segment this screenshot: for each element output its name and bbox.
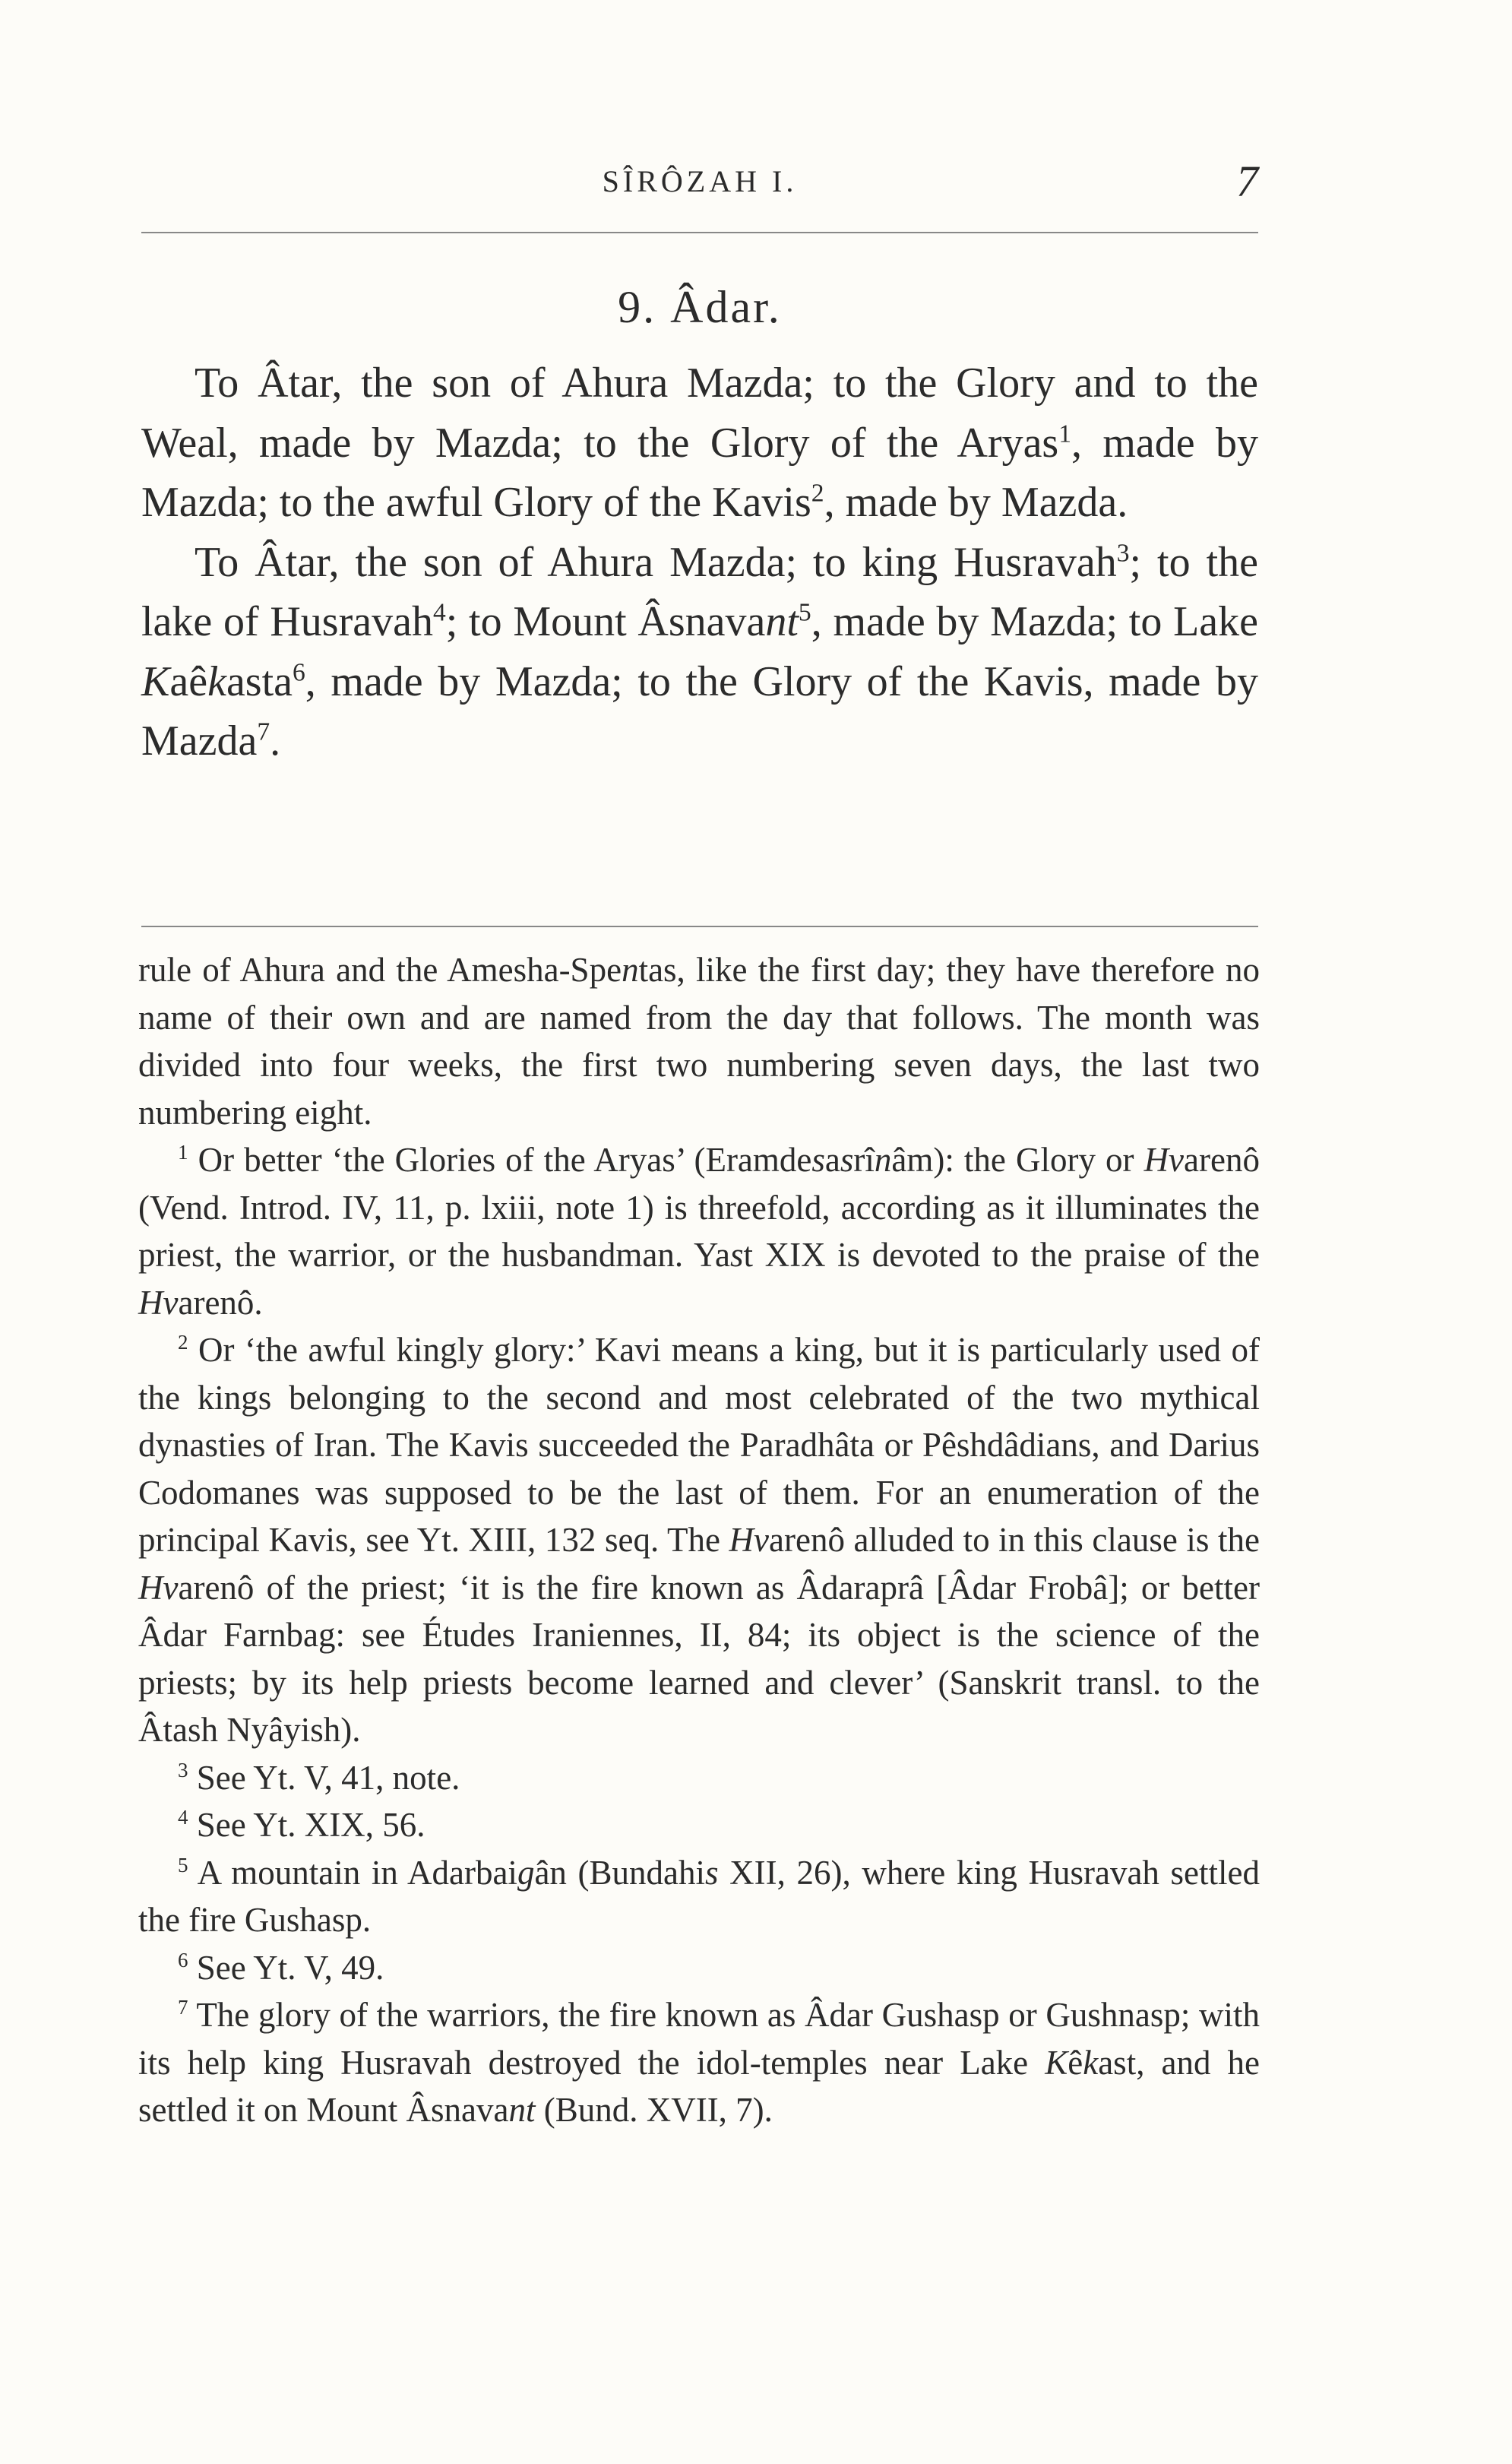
footnote-ref-1: 1 xyxy=(1058,419,1072,448)
footnote-ref-5: 5 xyxy=(798,598,811,627)
main-paragraph-1: To Âtar, the son of Ahura Mazda; to the Glory and to the Weal, made by Mazda; to the Glory of the Aryas$^1$, made by Mazda; to the awful Glory of the Kavis$^2$, made by Mazda. xyxy=(141,359,1258,526)
footnote-5: $^5$ A mountain in Adarbaigân (Bundahis XII, 26), where king Husravah settled the fire Gushasp. xyxy=(138,1853,1261,1939)
footnote-rule xyxy=(141,926,1258,927)
header-rule xyxy=(141,232,1258,233)
footnote-1: $^1$ Or better ‘the Glories of the Aryas’ (Eramdesasrînâm): the Glory or Hvarenô (Vend. Introd. IV, 11, p. lxiii, note 1) is threefold, according as it illuminates the priest, the warrior, or the husbandman. Yast XIX is devoted to the praise of the Hvarenô. xyxy=(138,1141,1260,1322)
running-title: SÎRÔZAH I. xyxy=(602,164,798,198)
footnote-ref-7: 7 xyxy=(257,717,270,746)
footnote-2: $^2$ Or ‘the awful kingly glory:’ Kavi means a king, but it is particularly used of the kings belonging to the second and most celebrated of the two mythical dynasties of Iran. The Kavis succeeded the Paradhâta or Pêshdâdians, and Darius Codomanes was supposed to be the last of them. For an enumeration of the principal Kavis, see Yt. XIII, 132 seq. The Hvarenô alluded to in this clause is the Hvarenô of the priest; ‘it is the fire known as Âdaraprâ [Âdar Frobâ]; or better Âdar Farnbag: see Études Iraniennes, II, 84; its object is the science of the priests; by its help priests become learned and clever’ (Sanskrit transl. to the Âtash Nyâyish). xyxy=(138,1331,1260,1749)
footnote-3: $^3$ See Yt. V, 41, note. xyxy=(178,1758,460,1797)
footnote-ref-3: 3 xyxy=(1116,538,1130,567)
footnote-4: $^4$ See Yt. XIX, 56. xyxy=(178,1806,425,1844)
running-head xyxy=(141,156,1258,209)
main-paragraph-2: To Âtar, the son of Ahura Mazda; to king Husravah$^3$; to the lake of Husravah$^4$; to Mount Âsnavant$^5$, made by Mazda; to Lake Kaêkasta$^6$, made by Mazda; to the Glory of the Kavis, made by Mazda$^7$. xyxy=(141,538,1259,765)
main-text xyxy=(141,353,1258,771)
footnotes xyxy=(138,946,1260,2134)
section-heading: 9. Âdar. xyxy=(618,282,782,332)
footnote-ref-6: 6 xyxy=(293,657,305,686)
footnote-ref-2: 2 xyxy=(811,479,824,508)
page-number: 7 xyxy=(1236,157,1258,206)
footnote-continuation: rule of Ahura and the Amesha-Spentas, like the first day; they have therefore no name of their own and are named from the day that follows. The month was divided into four weeks, the first two numbering seven days, the last two numbering eight. xyxy=(138,951,1260,1132)
footnote-ref-4: 4 xyxy=(432,598,446,627)
footnote-7: $^7$ The glory of the warriors, the fire known as Âdar Gushasp or Gushnasp; with its help king Husravah destroyed the idol-temples near Lake Kêkast, and he settled it on Mount Âsnavant (Bund. XVII, 7). xyxy=(138,1996,1261,2129)
footnote-6: $^6$ See Yt. V, 49. xyxy=(178,1948,384,1987)
